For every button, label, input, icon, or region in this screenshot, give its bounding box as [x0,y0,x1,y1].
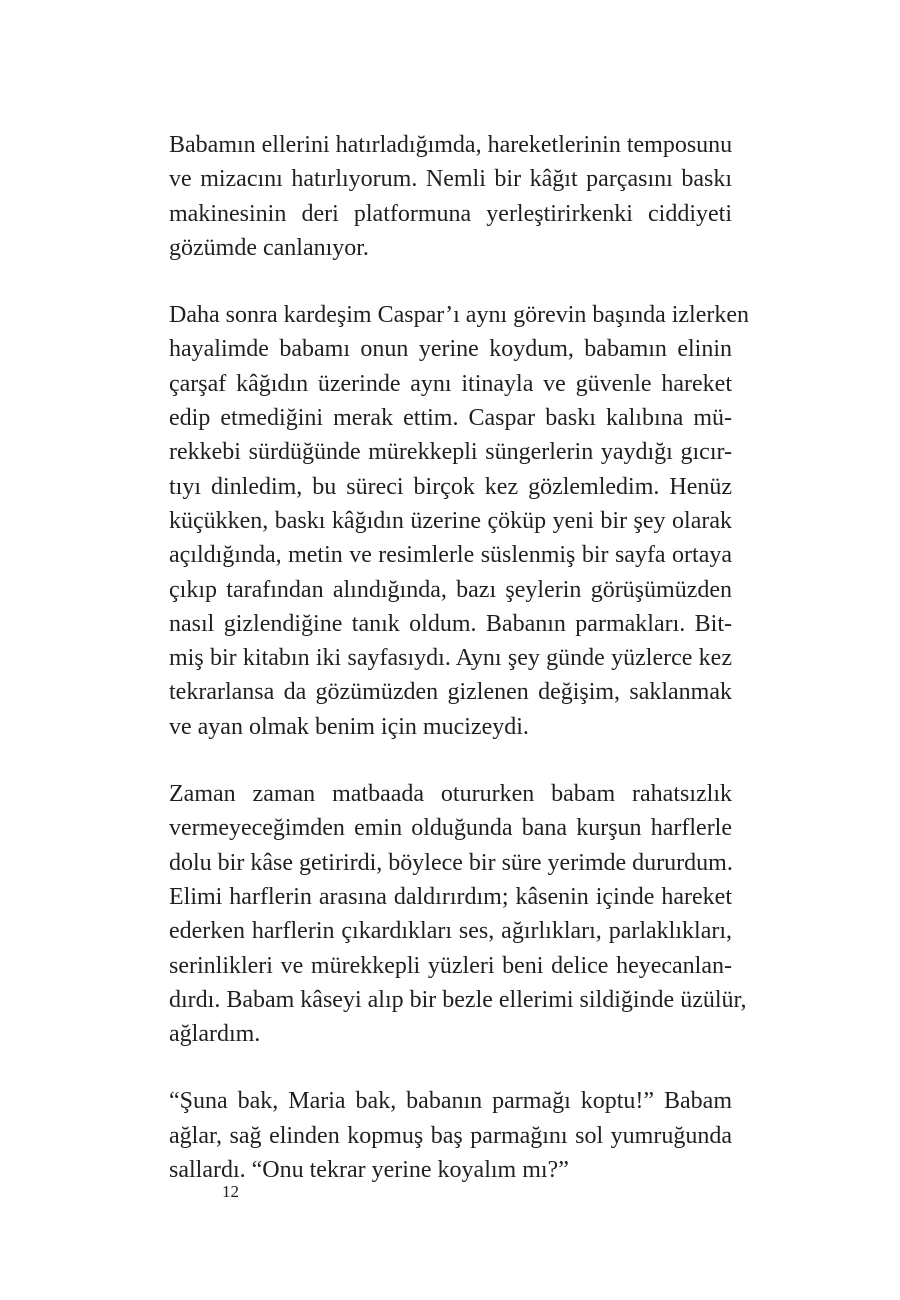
text-line: küçükken, baskı kâğıdın üzerine çöküp yeni bir şey olarak [169,507,732,534]
text-line: nasıl gizlendiğine tanık oldum. Babanın parmakları. Bit- [169,610,732,637]
text-line: tıyı dinledim, bu süreci birçok kez gözlemledim. Henüz [169,473,732,500]
paragraph-4 [169,1084,732,1187]
paragraph-3 [169,777,747,1051]
text-line: çıkıp tarafından alındığında, bazı şeylerin görüşümüzden [169,576,732,603]
text-line: Babamın ellerini hatırladığımda, hareketlerinin temposunu [169,132,733,158]
text-line: çarşaf kâğıdın üzerinde aynı itinayla ve güvenle hareket [169,370,732,397]
text-line: ağlardım. [169,1021,261,1048]
text-line: rekkebi sürdüğünde mürekkepli süngerlerin yaydığı gıcır- [169,439,732,466]
text-line: edip etmediğini merak ettim. Caspar baskı kalıbına mü- [169,405,732,432]
text-line: makinesinin deri platformuna yerleştirirkenki ciddiyeti [169,200,732,227]
text-line: ve ayan olmak benim için mucizeydi. [169,713,529,740]
text-line: serinlikleri ve mürekkepli yüzleri beni delice heyecanlan- [169,952,732,979]
text-line: tekrarlansa da gözümüzden gizlenen değişim, saklanmak [169,679,732,706]
page-number: 12 [222,1182,239,1201]
text-line: dolu bir kâse getirirdi, böylece bir süre yerimde dururdum. [169,849,733,876]
text-line: ve mizacını hatırlıyorum. Nemli bir kâğıt parçasını baskı [169,166,732,193]
text-line: vermeyeceğimden emin olduğunda bana kurşun harflerle [169,815,732,842]
body-text [169,128,750,1187]
text-line: dırdı. Babam kâseyi alıp bir bezle ellerimi sildiğinde üzülür, [169,986,747,1013]
text-line: hayalimde babamı onun yerine koydum, babamın elinin [169,336,732,363]
text-line: Zaman zaman matbaada otururken babam rahatsızlık [169,781,732,808]
text-line: sallardı. “Onu tekrar yerine koyalım mı?” [169,1157,569,1184]
paragraph-2 [169,298,750,744]
text-line: ederken harflerin çıkardıkları ses, ağırlıkları, parlaklıkları, [169,918,732,945]
paragraph-1 [169,128,732,265]
text-line: açıldığında, metin ve resimlerle süslenmiş bir sayfa ortaya [169,542,732,569]
text-line: Elimi harflerin arasına daldırırdım; kâsenin içinde hareket [169,883,732,910]
text-line: ağlar, sağ elinden kopmuş baş parmağını sol yumruğunda [169,1122,732,1149]
text-line: miş bir kitabın iki sayfasıydı. Aynı şey günde yüzlerce kez [169,645,732,672]
text-line: “Şuna bak, Maria bak, babanın parmağı koptu!” Babam [169,1088,732,1115]
text-line: Daha sonra kardeşim Caspar’ı aynı görevin başında izlerken [169,302,750,329]
text-line: gözümde canlanıyor. [169,234,369,261]
